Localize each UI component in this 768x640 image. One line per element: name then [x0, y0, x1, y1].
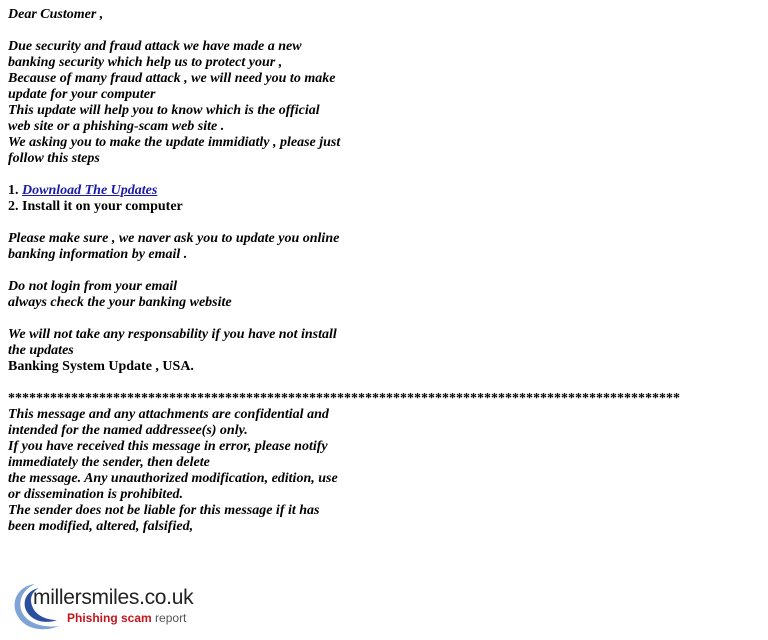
login-line: Do not login from your email [8, 279, 178, 294]
responsibility-line: We will not take any responsability if you have not install [8, 327, 337, 342]
disclaimer-line: the message. Any unauthorized modification, edition, use [8, 471, 338, 486]
intro-line: We asking you to make the update immidiatly , please just [8, 135, 341, 150]
logo-tag-report: report [155, 611, 187, 625]
disclaimer-line: If you have received this message in error, please notify [8, 439, 328, 454]
email-body [8, 7, 763, 535]
spacer [8, 215, 763, 231]
intro-line: update for your computer [8, 87, 156, 102]
signature: Banking System Update , USA. [8, 359, 194, 374]
spacer [8, 311, 763, 327]
disclaimer-line: been modified, altered, falsified, [8, 519, 194, 534]
download-updates-link[interactable]: Download The Updates [22, 183, 158, 198]
logo-tag [67, 611, 186, 625]
spacer [8, 167, 763, 183]
intro-line: This update will help you to know which is the official [8, 103, 320, 118]
spacer [8, 23, 763, 39]
responsibility-line: the updates [8, 343, 74, 358]
disclaimer-line: or dissemination is prohibited. [8, 487, 184, 502]
disclaimer-line: This message and any attachments are confidential and [8, 407, 329, 422]
logo-name: millersmiles.co.uk [33, 586, 194, 609]
disclaimer-line: intended for the named addressee(s) only. [8, 423, 248, 438]
greeting: Dear Customer , [8, 7, 104, 22]
intro-line: Because of many fraud attack , we will need you to make [8, 71, 336, 86]
intro-line: follow this steps [8, 151, 100, 166]
logo-tag-main: Phishing scam [67, 611, 152, 625]
notice-line: Please make sure , we naver ask you to update you online [8, 231, 340, 246]
login-line: always check the your banking website [8, 295, 232, 310]
separator: ************************************************************************************************ [8, 391, 680, 406]
spacer [8, 263, 763, 279]
disclaimer-line: The sender does not be liable for this message if it has [8, 503, 320, 518]
spacer [8, 375, 763, 391]
step-2: 2. Install it on your computer [8, 199, 183, 214]
notice-line: banking information by email . [8, 247, 188, 262]
disclaimer-line: immediately the sender, then delete [8, 455, 210, 470]
step-1 [8, 183, 763, 199]
intro-line: Due security and fraud attack we have made a new [8, 39, 302, 54]
step-1-number: 1. [8, 183, 22, 198]
intro-line: web site or a phishing-scam web site . [8, 119, 225, 134]
intro-line: banking security which help us to protect your , [8, 55, 283, 70]
millersmiles-logo [9, 578, 229, 634]
